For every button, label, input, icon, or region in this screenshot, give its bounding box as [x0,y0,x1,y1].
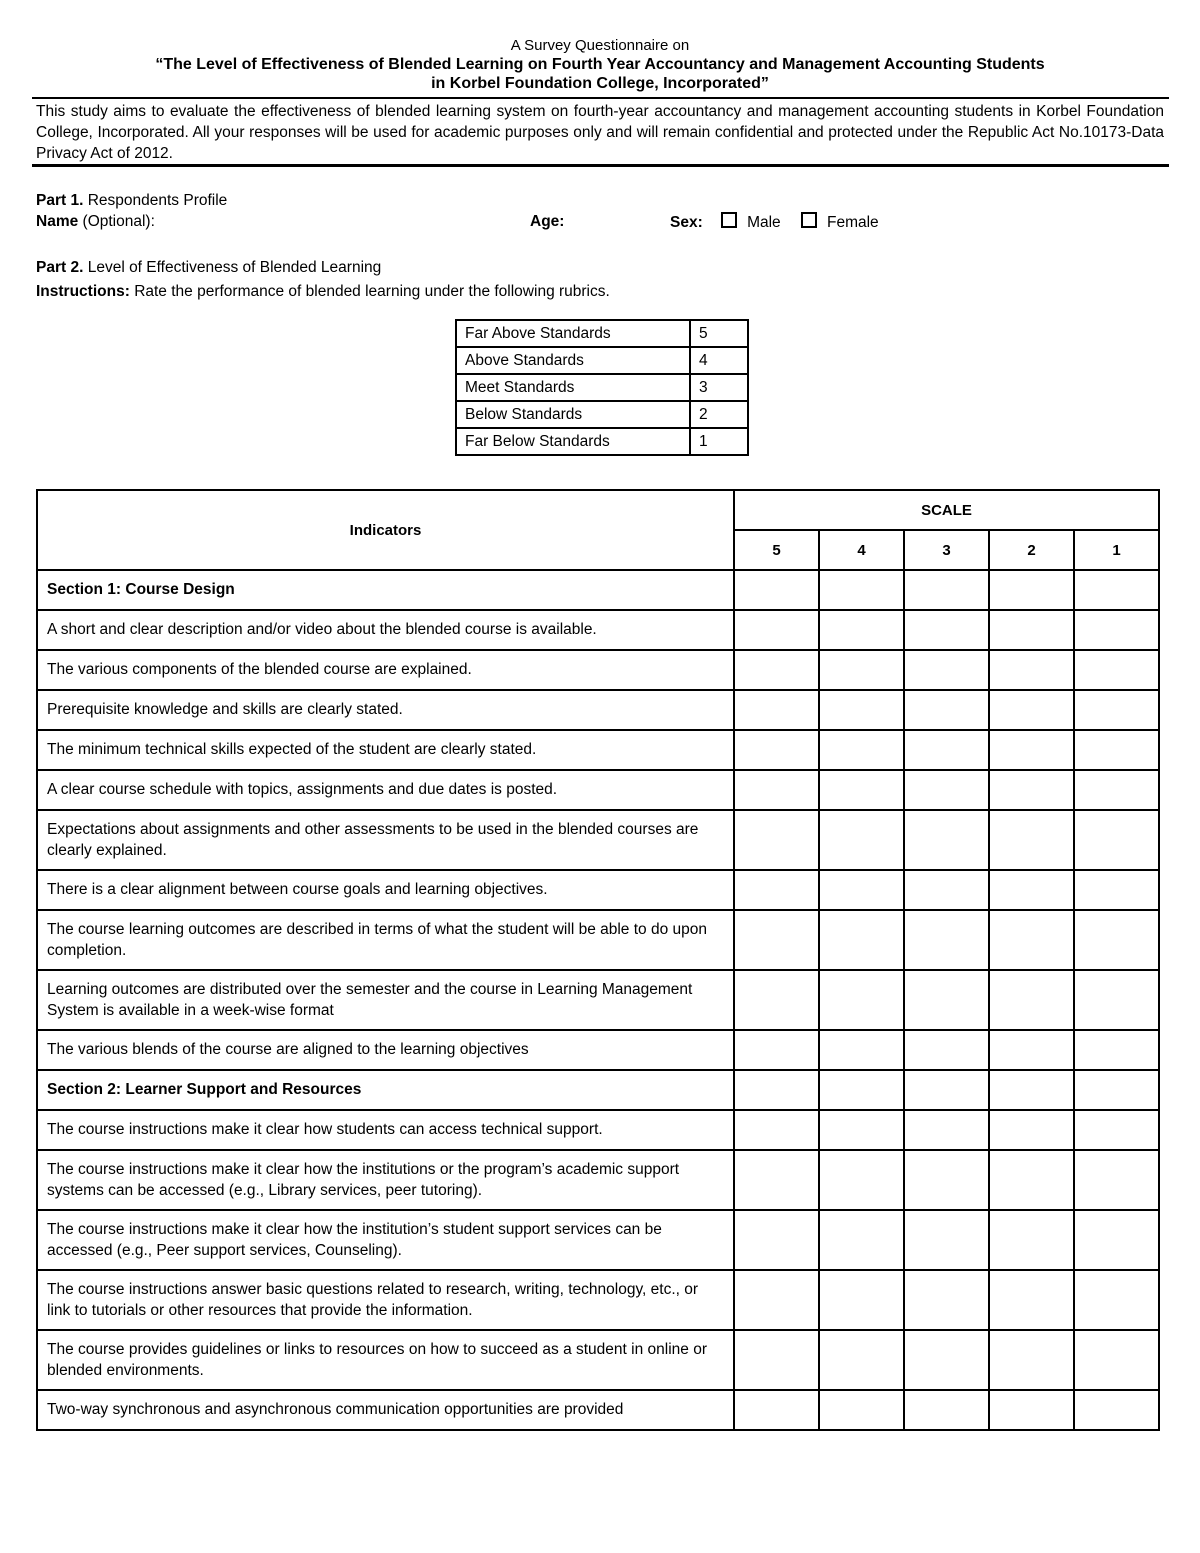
rating-cell[interactable] [819,870,904,910]
name-suffix: (Optional): [82,213,155,230]
part2-title: Level of Effectiveness of Blended Learning [87,259,382,276]
indicator-text: A clear course schedule with topics, assignments and due dates is posted. [37,770,734,810]
sex-field [670,212,879,232]
scale-header: SCALE [734,490,1159,530]
rating-cell[interactable] [989,810,1074,870]
rating-cell[interactable] [989,1330,1074,1390]
rating-cell[interactable] [734,1390,819,1430]
part1-label: Part 1. [36,192,84,209]
rubric-label: Above Standards [456,347,690,374]
scale-value: 3 [904,530,989,570]
intro-paragraph: This study aims to evaluate the effectiveness of blended learning system on fourth-year accountancy and management accounting students in Korbel Foundation College, Incorporated. All your responses will be used for academic purposes only and will remain confidential and protected under the Republic Act No.10173-Data Privacy Act of 2012. [36,103,1164,162]
table-row [37,610,1159,650]
name-label: Name [36,213,79,230]
rating-cell[interactable] [819,1330,904,1390]
indicator-text: The course instructions make it clear how students can access technical support. [37,1110,734,1150]
rubric-label: Far Above Standards [456,320,690,347]
rating-cell[interactable] [989,570,1074,610]
rating-cell[interactable] [1074,690,1159,730]
rating-cell[interactable] [1074,810,1159,870]
table-row [37,770,1159,810]
rating-cell[interactable] [1074,1110,1159,1150]
rating-cell[interactable] [989,1270,1074,1330]
rating-cell[interactable] [1074,1210,1159,1270]
table-row [37,970,1159,1030]
section-row [37,1070,1159,1110]
rating-cell[interactable] [819,1270,904,1330]
age-label: Age: [530,213,565,230]
instructions [36,283,610,301]
rating-cell[interactable] [819,1070,904,1110]
rating-cell[interactable] [989,690,1074,730]
rubric-row [456,401,748,428]
instructions-label: Instructions: [36,283,130,300]
scale-value: 5 [734,530,819,570]
rating-cell[interactable] [819,1150,904,1210]
table-row [37,650,1159,690]
rating-cell[interactable] [904,650,989,690]
rating-cell[interactable] [904,910,989,970]
table-row [37,1210,1159,1270]
table-row [37,690,1159,730]
rating-cell[interactable] [819,570,904,610]
rating-cell[interactable] [1074,910,1159,970]
table-row [37,1110,1159,1150]
rating-cell[interactable] [819,1390,904,1430]
rating-cell[interactable] [819,910,904,970]
rating-cell[interactable] [734,1210,819,1270]
rating-cell[interactable] [904,770,989,810]
indicators-header: Indicators [37,490,734,570]
female-checkbox[interactable] [801,212,817,228]
rating-cell[interactable] [904,570,989,610]
male-checkbox[interactable] [721,212,737,228]
document-header [0,36,1200,93]
scale-value: 4 [819,530,904,570]
part2-heading [36,259,381,277]
rubric-label: Far Below Standards [456,428,690,455]
rating-cell[interactable] [904,1070,989,1110]
document-pretitle: A Survey Questionnaire on [510,37,690,54]
intro-divider [32,164,1169,167]
indicator-text: The various blends of the course are aligned to the learning objectives [37,1030,734,1070]
table-row [37,1150,1159,1210]
rating-cell[interactable] [734,570,819,610]
rating-cell[interactable] [734,910,819,970]
rating-cell[interactable] [734,650,819,690]
rating-cell[interactable] [819,1030,904,1070]
rating-cell[interactable] [819,730,904,770]
name-field[interactable] [36,213,155,231]
rating-cell[interactable] [904,730,989,770]
rubric-table [455,319,749,456]
rating-cell[interactable] [819,650,904,690]
rating-cell[interactable] [989,1210,1074,1270]
rating-cell[interactable] [734,1150,819,1210]
female-label: Female [826,214,879,231]
rating-cell[interactable] [904,690,989,730]
section-row [37,570,1159,610]
rating-cell[interactable] [1074,970,1159,1030]
rating-cell[interactable] [734,770,819,810]
rating-cell[interactable] [1074,650,1159,690]
rating-cell[interactable] [989,1070,1074,1110]
rating-cell[interactable] [734,690,819,730]
rating-cell[interactable] [904,1330,989,1390]
rating-cell[interactable] [989,610,1074,650]
rubric-value: 1 [690,428,748,455]
indicator-text: Two-way synchronous and asynchronous communication opportunities are provided [37,1390,734,1430]
indicator-text: The minimum technical skills expected of the student are clearly stated. [37,730,734,770]
table-row [37,910,1159,970]
indicator-text: Learning outcomes are distributed over the semester and the course in Learning Management System is available in a week-wise format [37,970,734,1030]
table-row [37,1390,1159,1430]
indicator-text: A short and clear description and/or video about the blended course is available. [37,610,734,650]
table-row [37,1030,1159,1070]
section-title: Section 2: Learner Support and Resources [37,1070,734,1110]
indicator-text: The course provides guidelines or links to resources on how to succeed as a student in online or blended environments. [37,1330,734,1390]
rating-cell[interactable] [989,770,1074,810]
rating-cell[interactable] [1074,1270,1159,1330]
rating-cell[interactable] [904,1110,989,1150]
rating-cell[interactable] [734,810,819,870]
table-row [37,1330,1159,1390]
scale-value: 1 [1074,530,1159,570]
rubric-row [456,374,748,401]
rating-cell[interactable] [904,810,989,870]
rating-cell[interactable] [734,970,819,1030]
part1-title: Respondents Profile [87,192,228,209]
rubric-label: Meet Standards [456,374,690,401]
rating-cell[interactable] [904,1270,989,1330]
rating-cell[interactable] [989,650,1074,690]
scale-value: 2 [989,530,1074,570]
indicator-text: The course instructions make it clear how the institutions or the program’s academic support systems can be accessed (e.g., Library services, peer tutoring). [37,1150,734,1210]
indicator-text: The various components of the blended course are explained. [37,650,734,690]
indicator-text: The course instructions answer basic questions related to research, writing, technology, etc., or link to tutorials or other resources that provide the information. [37,1270,734,1330]
table-row [37,810,1159,870]
table-row [37,1270,1159,1330]
table-row [37,870,1159,910]
rating-cell[interactable] [989,1390,1074,1430]
rubric-row [456,320,748,347]
rating-cell[interactable] [989,970,1074,1030]
rating-cell[interactable] [819,610,904,650]
rating-cell[interactable] [819,690,904,730]
sex-label: Sex: [670,214,703,231]
rating-cell[interactable] [1074,1070,1159,1110]
rating-cell[interactable] [1074,1390,1159,1430]
part2-label: Part 2. [36,259,84,276]
rubric-value: 2 [690,401,748,428]
rubric-row [456,428,748,455]
top-divider [32,97,1169,99]
rubric-value: 3 [690,374,748,401]
rating-cell[interactable] [1074,1150,1159,1210]
rating-cell[interactable] [1074,610,1159,650]
rating-cell[interactable] [734,1110,819,1150]
rubric-label: Below Standards [456,401,690,428]
rating-cell[interactable] [734,1330,819,1390]
rating-cell[interactable] [989,1150,1074,1210]
rubric-value: 4 [690,347,748,374]
rating-cell[interactable] [904,1030,989,1070]
rating-cell[interactable] [819,1210,904,1270]
rubric-row [456,347,748,374]
table-row [37,730,1159,770]
rating-cell[interactable] [819,810,904,870]
rating-cell[interactable] [1074,570,1159,610]
rating-cell[interactable] [904,1210,989,1270]
indicators-table [36,489,1160,1431]
instructions-text: Rate the performance of blended learning under the following rubrics. [134,283,610,300]
rating-cell[interactable] [1074,1030,1159,1070]
part1-heading [36,192,227,210]
rating-cell[interactable] [1074,870,1159,910]
rating-cell[interactable] [989,1030,1074,1070]
rating-cell[interactable] [989,870,1074,910]
section-title: Section 1: Course Design [37,570,734,610]
rating-cell[interactable] [989,1110,1074,1150]
rating-cell[interactable] [1074,1330,1159,1390]
table-header-row [37,490,1159,530]
rating-cell[interactable] [904,1150,989,1210]
indicator-text: The course instructions make it clear how the institution’s student support services can be accessed (e.g., Peer support services, Counseling). [37,1210,734,1270]
indicator-text: There is a clear alignment between course goals and learning objectives. [37,870,734,910]
indicator-text: Expectations about assignments and other assessments to be used in the blended courses are clearly explained. [37,810,734,870]
indicator-text: The course learning outcomes are described in terms of what the student will be able to do upon completion. [37,910,734,970]
rating-cell[interactable] [734,1030,819,1070]
document-title-line-2: in Korbel Foundation College, Incorporated” [431,75,769,92]
rating-cell[interactable] [904,610,989,650]
rating-cell[interactable] [904,1390,989,1430]
rating-cell[interactable] [819,770,904,810]
rating-cell[interactable] [904,970,989,1030]
rating-cell[interactable] [819,1110,904,1150]
rating-cell[interactable] [734,610,819,650]
rubric-value: 5 [690,320,748,347]
male-label: Male [747,214,781,231]
indicator-text: Prerequisite knowledge and skills are clearly stated. [37,690,734,730]
rating-cell[interactable] [734,1070,819,1110]
rating-cell[interactable] [989,910,1074,970]
rating-cell[interactable] [904,870,989,910]
rating-cell[interactable] [734,870,819,910]
rating-cell[interactable] [734,730,819,770]
rating-cell[interactable] [1074,770,1159,810]
rating-cell[interactable] [1074,730,1159,770]
rating-cell[interactable] [734,1270,819,1330]
rating-cell[interactable] [989,730,1074,770]
rating-cell[interactable] [819,970,904,1030]
document-title-line-1: “The Level of Effectiveness of Blended Learning on Fourth Year Accountancy and Management Accounting Students [155,56,1045,73]
